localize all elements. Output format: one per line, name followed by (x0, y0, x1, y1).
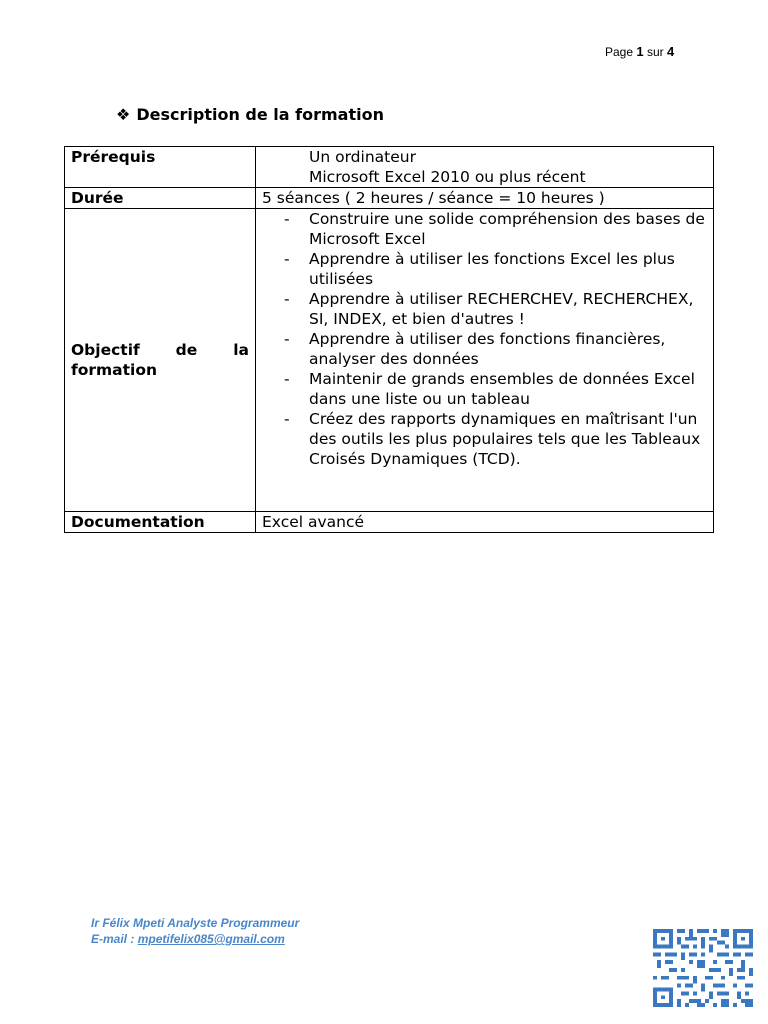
section-heading (116, 105, 384, 124)
list-item: - Créez des rapports dynamiques en maîtrisant l'un des outils les plus populaires tels que les Tableaux Croisés Dynamiques (TCD). (262, 409, 707, 469)
page-word: Page (605, 45, 634, 59)
prerequis-line: Un ordinateur (309, 148, 416, 166)
label-duree: Durée (65, 188, 256, 209)
label-prerequis: Prérequis (65, 147, 256, 188)
section-title: Description de la formation (136, 105, 384, 124)
footer (91, 915, 299, 947)
table-row-duree (65, 188, 714, 209)
list-item: - Apprendre à utiliser RECHERCHEV, RECHERCHEX, SI, INDEX, et bien d'autres ! (262, 289, 707, 329)
diamond-bullet-icon: ❖ (116, 105, 131, 124)
footer-email-link[interactable]: mpetifelix085@gmail.com (137, 932, 285, 946)
list-item: - Maintenir de grands ensembles de données Excel dans une liste ou un tableau (262, 369, 707, 409)
page-current: 1 (636, 44, 644, 59)
list-item: - Construire une solide compréhension des bases de Microsoft Excel (262, 209, 707, 249)
list-item: - Apprendre à utiliser les fonctions Excel les plus utilisées (262, 249, 707, 289)
objectif-list (262, 209, 707, 469)
footer-email-line (91, 931, 299, 947)
value-prerequis (256, 147, 714, 188)
label-objectif: Objectif de la formation (65, 209, 256, 512)
list-item: - Apprendre à utiliser des fonctions financières, analyser des données (262, 329, 707, 369)
page-number (605, 44, 674, 59)
value-duree: 5 séances ( 2 heures / séance = 10 heures ) (256, 188, 714, 209)
formation-table (64, 146, 714, 533)
footer-email-label: E-mail : (91, 932, 138, 946)
page-total: 4 (666, 44, 675, 59)
label-documentation: Documentation (65, 512, 256, 533)
table-row-prerequis (65, 147, 714, 188)
prerequis-line: Microsoft Excel 2010 ou plus récent (309, 168, 586, 186)
value-objectif (256, 209, 714, 512)
table-row-objectif (65, 209, 714, 512)
table-row-documentation (65, 512, 714, 533)
footer-author: Ir Félix Mpeti Analyste Programmeur (91, 916, 300, 930)
qr-code-icon (653, 929, 753, 1007)
value-documentation: Excel avancé (256, 512, 714, 533)
page-of: sur (646, 45, 664, 59)
